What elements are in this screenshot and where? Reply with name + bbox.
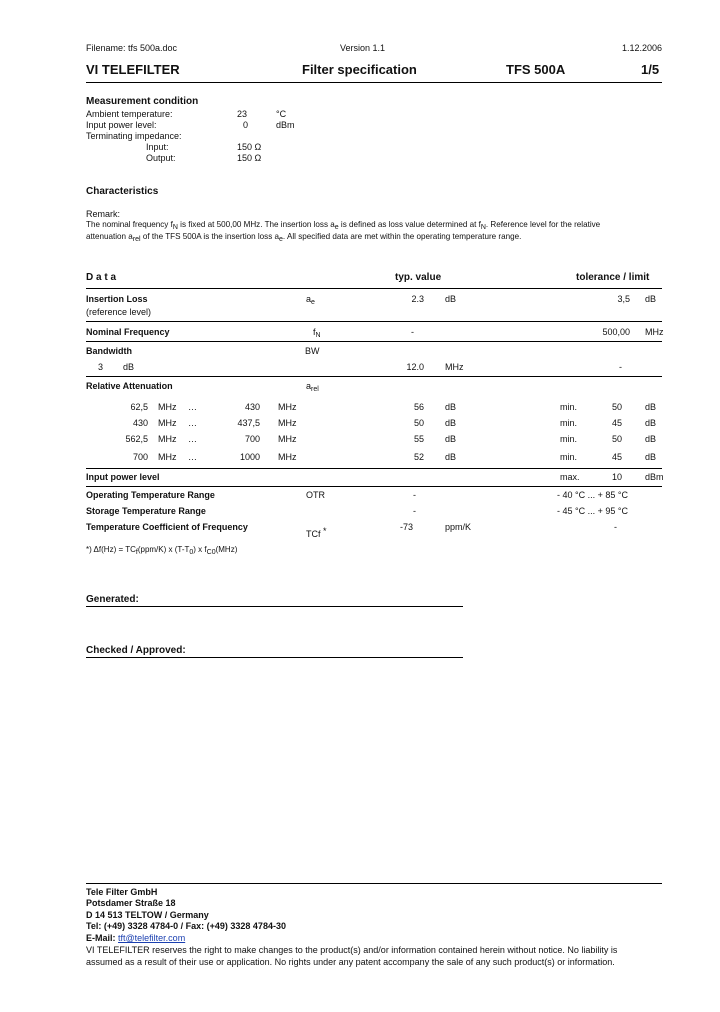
att-to: 700 [244,434,260,444]
nf-typ: - [411,327,414,337]
nominal-frequency-label: Nominal Frequency [86,327,170,337]
att-limit-unit: dB [645,418,657,428]
att-from: 700 [132,452,148,462]
att-typ: 55 [413,434,424,444]
row-rule [86,321,662,322]
bw-level: 3 [98,362,104,372]
att-limit: min. [560,452,578,462]
att-typ-unit: dB [445,402,457,412]
att-typ: 52 [413,452,424,462]
bw-unit: MHz [445,362,464,372]
ip-value: 10 [611,472,622,482]
remark-label: Remark: [86,209,121,219]
att-limit-value: 45 [611,452,622,462]
header-rule [86,82,662,83]
att-limit: min. [560,418,578,428]
characteristics-heading: Characteristics [86,186,159,197]
company-vi: VI [86,62,99,77]
email-link[interactable]: tft@telefilter.com [118,933,186,943]
input-label: Input: [146,142,169,152]
tcf-tol: - [614,522,617,532]
att-to: 1000 [239,452,260,462]
att-to-unit: MHz [278,434,297,444]
att-limit-unit: dB [645,434,657,444]
att-typ-unit: dB [445,434,457,444]
disclaimer-line-2: assumed as a result of their use or application. No rights under any patent accompany the sale of any such product(s) or information. [86,957,615,967]
ambient-value: 23 [237,109,248,119]
att-typ: 56 [413,402,424,412]
ambient-unit: °C [276,109,287,119]
input-power-label: Input power level [86,472,160,482]
impedance-label: Terminating impedance: [86,131,182,141]
att-to: 437,5 [237,418,260,428]
nf-tol: 500,00 [602,327,630,337]
output-value: 150 Ω [237,153,262,163]
att-typ-unit: dB [445,418,457,428]
att-limit-value: 50 [611,434,622,444]
att-typ: 50 [413,418,424,428]
att-to: 430 [244,402,260,412]
power-label: Input power level: [86,120,157,130]
relative-attenuation-label: Relative Attenuation [86,381,173,391]
st-temp-label: Storage Temperature Range [86,506,206,516]
il-tol-unit: dB [645,294,657,304]
tcf-symbol: TCf * [306,526,327,539]
op-temp-tol: - 40 °C ... + 85 °C [557,490,628,500]
att-limit-unit: dB [645,402,657,412]
att-to-unit: MHz [278,452,297,462]
nf-symbol: $f_N$ [313,327,321,339]
att-from-unit: MHz [158,402,177,412]
footer-street: Potsdamer Straße 18 [86,898,176,908]
op-temp-typ: - [413,490,416,500]
remark-line-1: The nominal frequency $f_N$ is fixed at 500,00 MHz. The insertion loss $a_e$ is defined as loss value determined at $f_N$. Reference level for the relative [86,220,601,231]
checked-label: Checked / Approved: [86,645,186,656]
bandwidth-label: Bandwidth [86,346,132,356]
att-from: 62,5 [130,402,148,412]
power-unit: dBm [276,120,295,130]
att-from-unit: MHz [158,434,177,444]
company-name: TELEFILTER [101,62,180,77]
att-from: 430 [132,418,148,428]
ip-limit: max. [560,472,580,482]
insertion-loss-label: Insertion Loss [86,294,148,304]
row-rule [86,341,662,342]
generated-label: Generated: [86,594,139,605]
footer-rule [86,883,662,884]
disclaimer-line-1: VI TELEFILTER reserves the right to make changes to the product(s) and/or information contained herein without notice. No liability is [86,945,618,955]
footer-city: D 14 513 TELTOW / Germany [86,910,209,920]
nf-tol-unit: MHz [645,327,664,337]
company-logo [86,62,180,77]
att-dots: … [188,452,197,462]
page-number: 1/5 [641,62,660,77]
measurement-heading: Measurement condition [86,96,199,107]
il-typ: 2.3 [411,294,424,304]
row-rule [86,486,662,487]
table-rule [86,288,662,289]
bw-level-unit: dB [123,362,135,372]
att-from: 562,5 [125,434,148,444]
ra-symbol: $a_{rel}$ [306,381,319,393]
st-temp-tol: - 45 °C ... + 95 °C [557,506,628,516]
footer-tel: Tel: (+49) 3328 4784-0 / Fax: (+49) 3328 4784-30 [86,921,286,931]
version: Version 1.1 [340,43,386,53]
doc-title: Filter specification [302,62,417,77]
att-typ-unit: dB [445,452,457,462]
ambient-label: Ambient temperature: [86,109,173,119]
att-to-unit: MHz [278,418,297,428]
op-temp-symbol: OTR [306,490,325,500]
il-symbol: $a_e$ [306,294,315,306]
il-unit: dB [445,294,457,304]
op-temp-label: Operating Temperature Range [86,490,215,500]
bw-typ: 12.0 [406,362,424,372]
row-rule [86,468,662,469]
checked-line [86,657,463,658]
att-to-unit: MHz [278,402,297,412]
remark-line-2: attenuation $a_{rel}$ of the TFS 500A is the insertion loss $a_e$. All specified data are met within the operating temperature range. [86,232,522,243]
st-temp-typ: - [413,506,416,516]
output-label: Output: [146,153,176,163]
bw-tol: - [619,362,622,372]
tcf-typ: -73 [400,522,414,532]
col-data: D a t a [86,272,117,283]
reference-level-label: (reference level) [86,307,152,317]
bw-symbol: BW [305,346,320,356]
tcf-label: Temperature Coefficient of Frequency [86,522,248,532]
doc-date: 1.12.2006 [622,43,663,53]
att-limit: min. [560,434,578,444]
footer-email: E-Mail: tft@telefilter.com [86,933,186,943]
col-tolerance: tolerance / limit [576,272,650,283]
att-dots: … [188,434,197,444]
generated-line [86,606,463,607]
input-value: 150 Ω [237,142,262,152]
power-value: 0 [243,120,249,130]
ip-unit: dBm [645,472,664,482]
footnote: *) $\Delta f(Hz) = TC_f(ppm/K)$ x $(T-T_0)$ x $f_{C0}(MHz)$ [86,545,238,556]
col-typ: typ. value [395,272,442,283]
att-from-unit: MHz [158,418,177,428]
filename: Filename: tfs 500a.doc [86,43,178,53]
footer-company: Tele Filter GmbH [86,887,158,897]
part-number: TFS 500A [506,62,566,77]
row-rule [86,376,662,377]
att-limit-value: 45 [611,418,622,428]
att-limit-unit: dB [645,452,657,462]
att-from-unit: MHz [158,452,177,462]
att-dots: … [188,402,197,412]
il-tol: 3,5 [617,294,630,304]
att-dots: … [188,418,197,428]
att-limit: min. [560,402,578,412]
att-limit-value: 50 [611,402,622,412]
tcf-unit: ppm/K [445,522,472,532]
